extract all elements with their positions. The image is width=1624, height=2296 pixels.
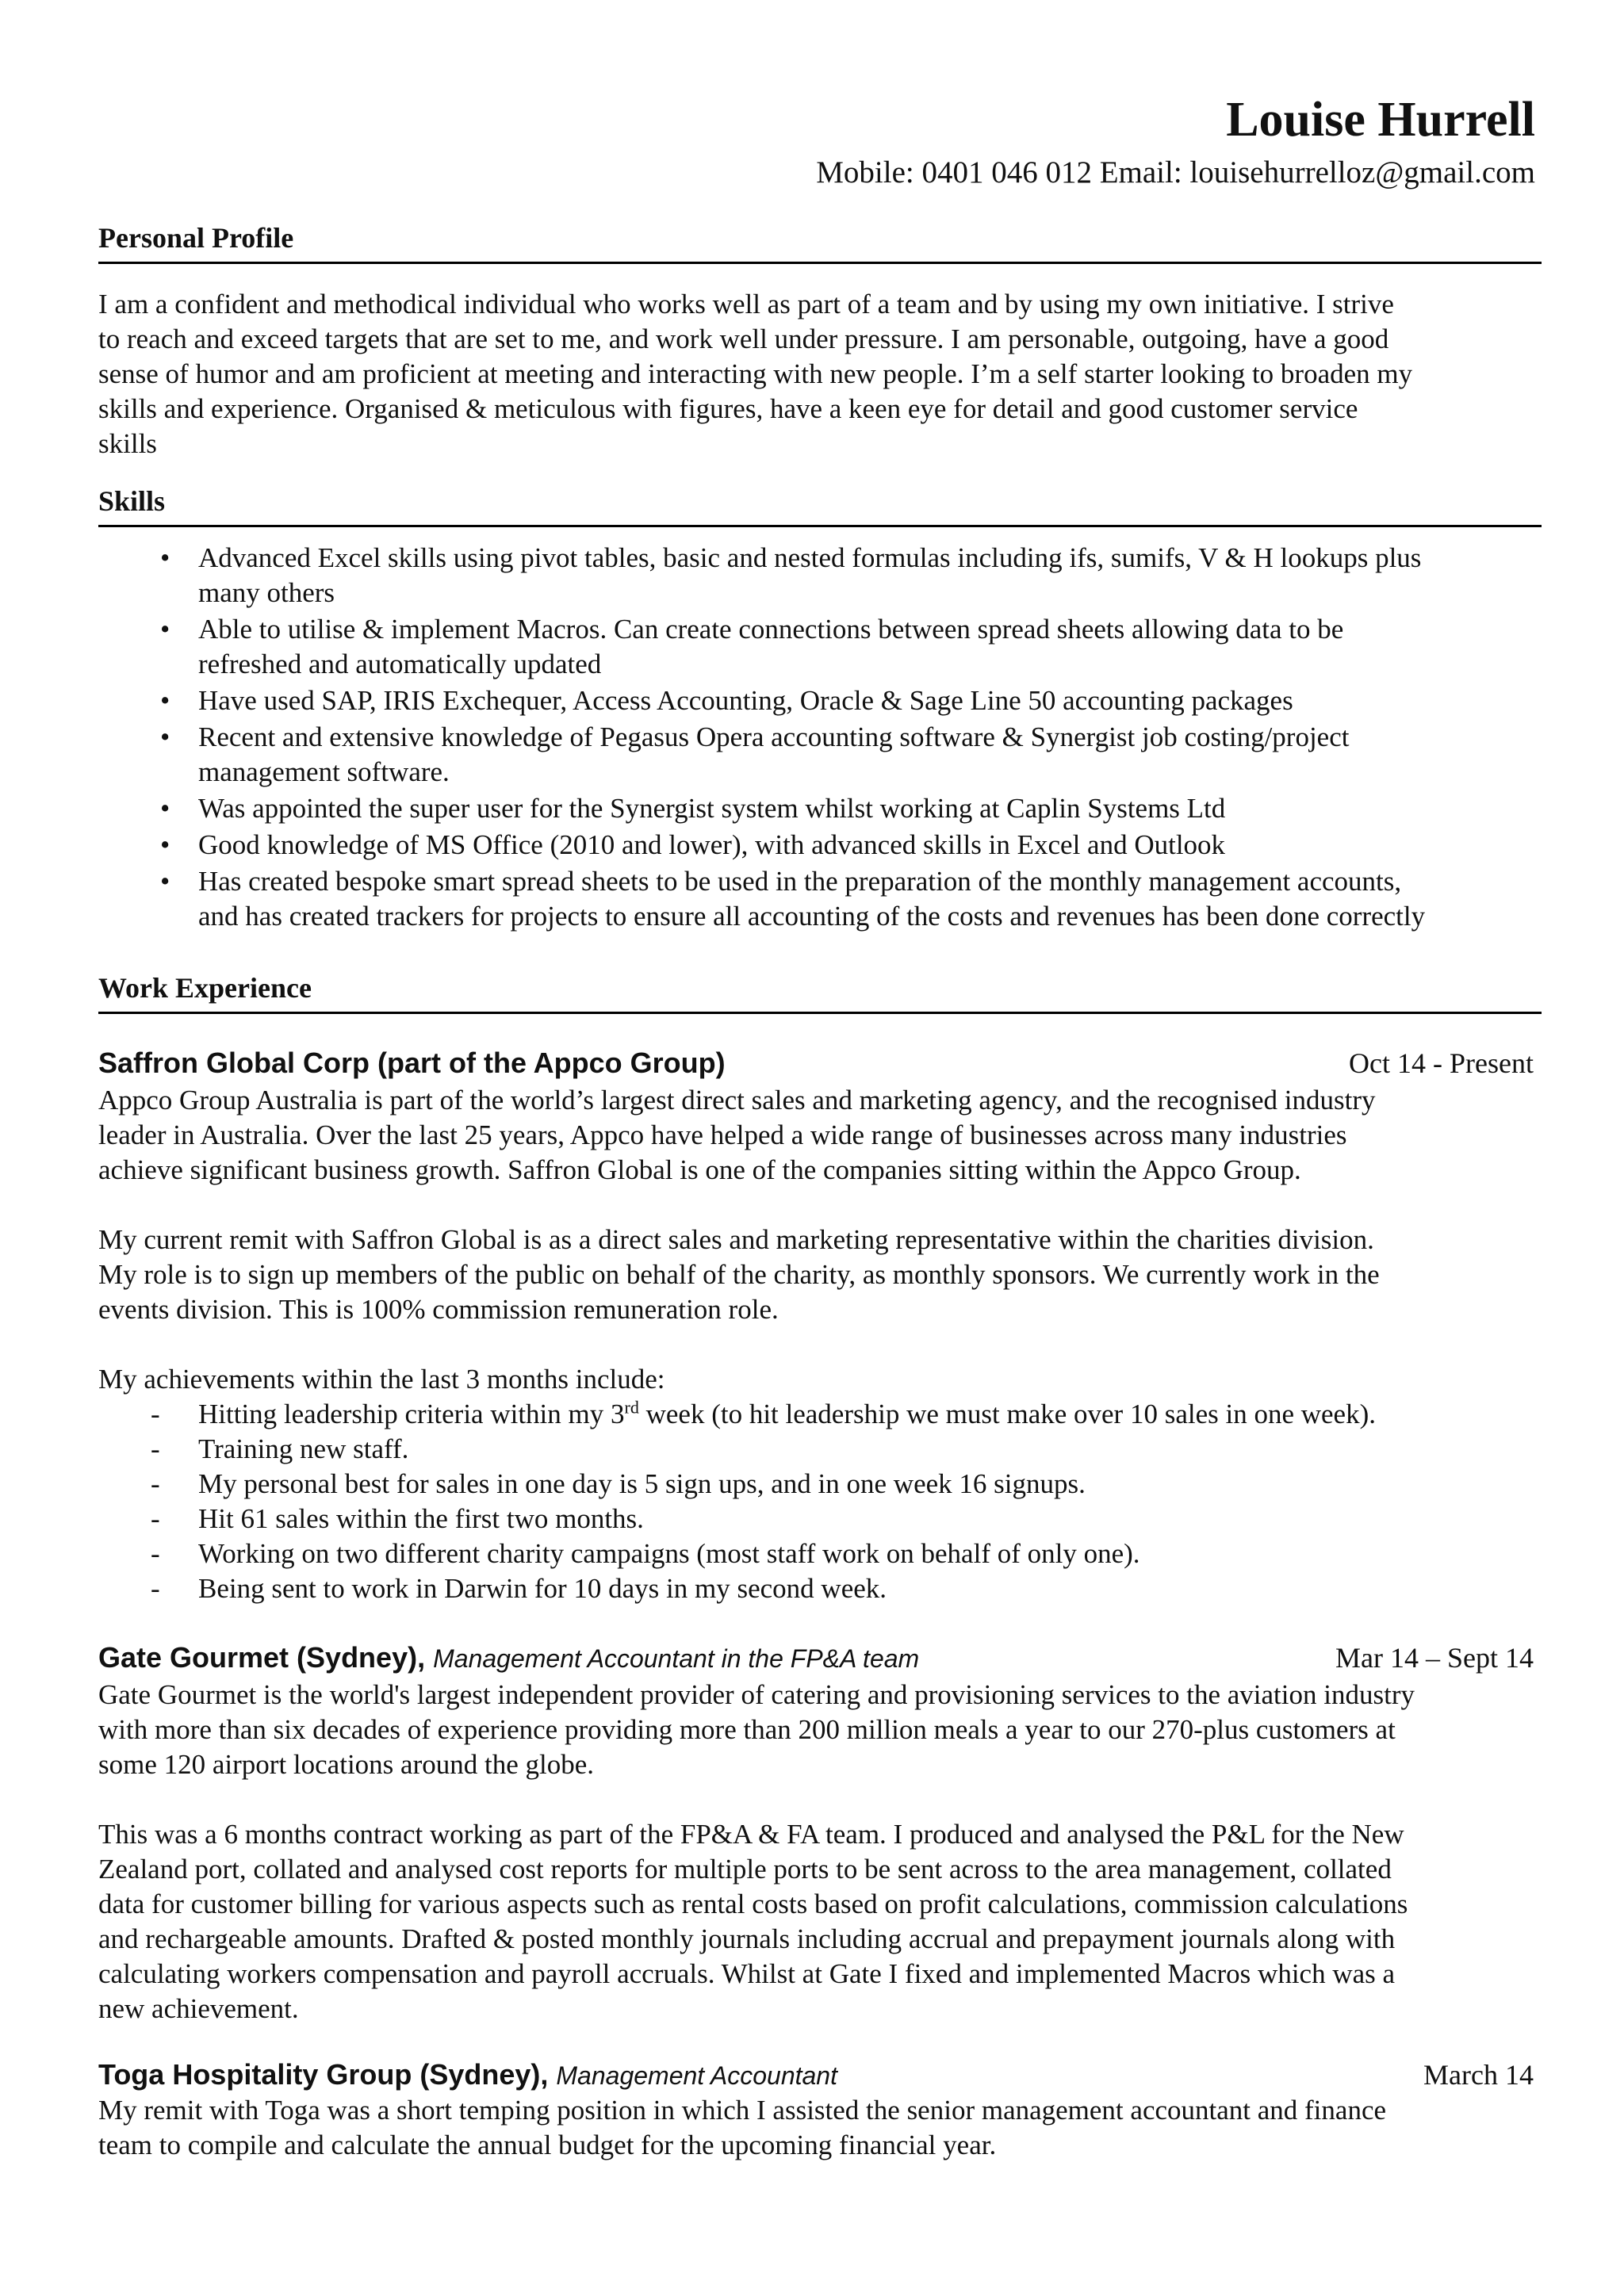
job-title — [98, 1641, 919, 1674]
gate-remit — [98, 1817, 1549, 2026]
text-line: some 120 airport locations around the globe. — [98, 1749, 594, 1780]
skill-text: Recent and extensive knowledge of Pegasus Opera accounting software & Synergist job costing/project — [198, 721, 1350, 752]
achievement-text: Hit 61 sales within the first two months. — [198, 1503, 644, 1534]
skill-text: many others — [198, 577, 335, 608]
company-name: Gate Gourmet (Sydney), — [98, 1641, 426, 1674]
company-name: Toga Hospitality Group (Sydney), — [98, 2058, 549, 2091]
text-line: with more than six decades of experience providing more than 200 million meals a year to our 270-plus customers at — [98, 1714, 1396, 1745]
job-role: Management Accountant in the FP&A team — [433, 1644, 920, 1673]
text-line: achieve significant business growth. Saffron Global is one of the companies sitting within the Appco Group. — [98, 1154, 1301, 1185]
skills-list — [98, 541, 1549, 936]
dash-icon: - — [151, 1503, 160, 1534]
bullet-icon: • — [160, 866, 170, 897]
list-item — [98, 683, 1549, 718]
profile-line: skills — [98, 428, 157, 459]
skill-text: management software. — [198, 756, 450, 787]
achievement-text: Working on two different charity campaigns (most staff work on behalf of only one). — [198, 1538, 1140, 1569]
list-item — [98, 791, 1549, 826]
bullet-icon: • — [160, 721, 170, 752]
list-item — [98, 1397, 1549, 1432]
achievement-text: Hitting leadership criteria within my 3 — [198, 1399, 625, 1429]
profile-line: skills and experience. Organised & meticulous with figures, have a keen eye for detail and good customer service — [98, 393, 1358, 424]
saffron-description — [98, 1083, 1549, 1188]
dash-icon: - — [151, 1468, 160, 1499]
achievement-text: Being sent to work in Darwin for 10 days in my second week. — [198, 1573, 887, 1604]
profile-paragraph — [98, 287, 1549, 461]
bullet-icon: • — [160, 542, 170, 573]
text-line: leader in Australia. Over the last 25 years, Appco have helped a wide range of businesses across many industries — [98, 1119, 1347, 1150]
skill-text: Able to utilise & implement Macros. Can create connections between spread sheets allowing data to be — [198, 614, 1344, 645]
dash-icon: - — [151, 1538, 160, 1569]
list-item — [98, 864, 1549, 934]
list-item — [98, 1536, 1549, 1571]
ordinal-suffix: rd — [624, 1397, 639, 1418]
list-item — [98, 720, 1549, 790]
job-header-saffron — [98, 1047, 1534, 1083]
contact-details: Mobile: 0401 046 012 Email: louisehurrelloz@gmail.com — [816, 155, 1535, 189]
list-item — [98, 1502, 1549, 1536]
achievement-text: Training new staff. — [198, 1433, 409, 1464]
bullet-icon: • — [160, 793, 170, 824]
gate-description — [98, 1678, 1549, 1782]
skill-text: Was appointed the super user for the Synergist system whilst working at Caplin Systems Ltd — [198, 793, 1226, 824]
text-line: events division. This is 100% commission remuneration role. — [98, 1294, 779, 1325]
profile-line: to reach and exceed targets that are set to me, and work well under pressure. I am personable, outgoing, have a good — [98, 323, 1389, 354]
job-header-toga — [98, 2058, 1534, 2095]
text-line: data for customer billing for various aspects such as rental costs based on profit calculations, commission calculations — [98, 1888, 1408, 1919]
section-heading-skills: Skills — [98, 487, 1542, 527]
candidate-name: Louise Hurrell — [1226, 93, 1535, 147]
toga-description — [98, 2093, 1549, 2163]
skill-text: Have used SAP, IRIS Exchequer, Access Accounting, Oracle & Sage Line 50 accounting packages — [198, 685, 1293, 716]
text-line: My remit with Toga was a short temping position in which I assisted the senior management accountant and finance — [98, 2095, 1387, 2126]
text-line: Appco Group Australia is part of the world’s largest direct sales and marketing agency, and the recognised industry — [98, 1085, 1376, 1115]
section-heading-personal-profile: Personal Profile — [98, 224, 1542, 264]
dash-icon: - — [151, 1433, 160, 1464]
list-item — [98, 1432, 1549, 1467]
list-item — [98, 1467, 1549, 1502]
skill-text: refreshed and automatically updated — [198, 649, 602, 679]
achievement-text: week (to hit leadership we must make over 10 sales in one week). — [638, 1399, 1377, 1429]
list-item — [98, 1571, 1549, 1606]
achievements-intro: My achievements within the last 3 months include: — [98, 1364, 665, 1395]
text-line: calculating workers compensation and payroll accruals. Whilst at Gate I fixed and implemented Macros which was a — [98, 1958, 1396, 1989]
profile-line: I am a confident and methodical individual who works well as part of a team and by using my own initiative. I strive — [98, 289, 1394, 320]
text-line: team to compile and calculate the annual budget for the upcoming financial year. — [98, 2130, 997, 2160]
skill-text: Good knowledge of MS Office (2010 and lower), with advanced skills in Excel and Outlook — [198, 829, 1226, 860]
list-item — [98, 828, 1549, 863]
skill-text: Has created bespoke smart spread sheets to be used in the preparation of the monthly management accounts, — [198, 866, 1402, 897]
job-role: Management Accountant — [556, 2061, 837, 2090]
job-date: Oct 14 - Present — [1349, 1047, 1534, 1079]
skill-text: Advanced Excel skills using pivot tables, basic and nested formulas including ifs, sumifs, V & H lookups plus — [198, 542, 1422, 573]
bullet-icon: • — [160, 685, 170, 716]
text-line: My current remit with Saffron Global is as a direct sales and marketing representative within the charities division. — [98, 1224, 1374, 1255]
job-title — [98, 2058, 837, 2091]
bullet-icon: • — [160, 829, 170, 860]
job-header-gate-gourmet — [98, 1641, 1534, 1678]
text-line: and rechargeable amounts. Drafted & posted monthly journals including accrual and prepayment journals along with — [98, 1923, 1396, 1954]
profile-line: sense of humor and am proficient at meeting and interacting with new people. I’m a self starter looking to broaden my — [98, 358, 1413, 389]
bullet-icon: • — [160, 614, 170, 645]
achievements-list — [98, 1397, 1549, 1606]
job-date: Mar 14 – Sept 14 — [1335, 1642, 1534, 1674]
achievement-text: My personal best for sales in one day is 5 sign ups, and in one week 16 signups. — [198, 1468, 1086, 1499]
saffron-remit — [98, 1223, 1549, 1327]
text-line: Zealand port, collated and analysed cost reports for multiple ports to be sent across to the area management, collated — [98, 1854, 1392, 1885]
job-date: March 14 — [1423, 2059, 1534, 2091]
text-line: My role is to sign up members of the public on behalf of the charity, as monthly sponsors. We currently work in the — [98, 1259, 1380, 1290]
list-item — [98, 612, 1549, 682]
text-line: This was a 6 months contract working as part of the FP&A & FA team. I produced and analysed the P&L for the New — [98, 1819, 1404, 1850]
dash-icon: - — [151, 1573, 160, 1604]
text-line: new achievement. — [98, 1993, 299, 2024]
dash-icon: - — [151, 1399, 160, 1429]
skill-text: and has created trackers for projects to ensure all accounting of the costs and revenues has been done correctly — [198, 901, 1426, 932]
section-heading-work-experience: Work Experience — [98, 974, 1542, 1014]
job-title: Saffron Global Corp (part of the Appco Group) — [98, 1047, 726, 1079]
list-item — [98, 541, 1549, 610]
text-line: Gate Gourmet is the world's largest independent provider of catering and provisioning services to the aviation industry — [98, 1679, 1415, 1710]
